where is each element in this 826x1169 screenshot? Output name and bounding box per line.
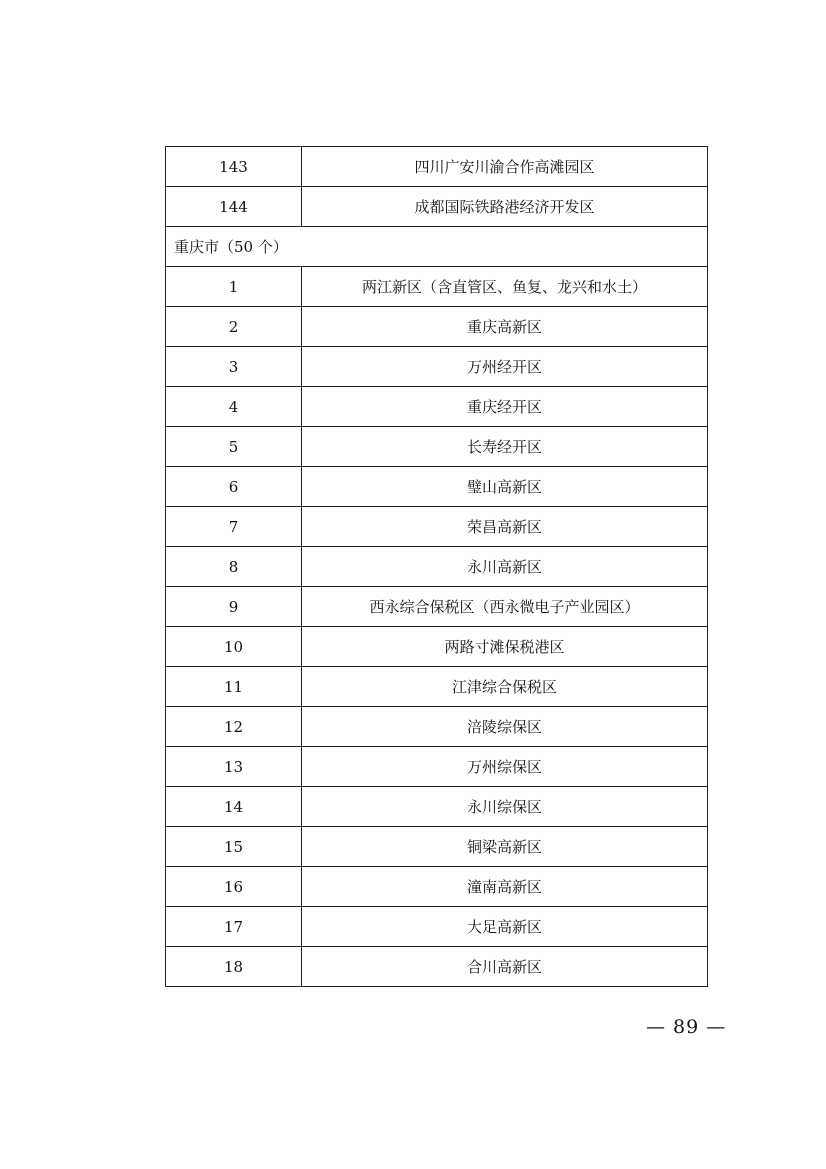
table-row [166,507,708,547]
table-row [166,467,708,507]
table-row [166,747,708,787]
zone-name: 潼南高新区 [302,867,708,907]
row-number: 144 [166,187,302,227]
section-header-row [166,227,708,267]
row-number: 9 [166,587,302,627]
row-number: 5 [166,427,302,467]
development-zone-table [165,146,708,987]
zone-name: 万州经开区 [302,347,708,387]
row-number: 2 [166,307,302,347]
table-row [166,347,708,387]
table-row [166,707,708,747]
zone-name: 璧山高新区 [302,467,708,507]
page-number: — 89 — [646,1016,727,1038]
table-row [166,547,708,587]
table-row [166,787,708,827]
table-row [166,387,708,427]
table-row [166,667,708,707]
row-number: 11 [166,667,302,707]
row-number: 1 [166,267,302,307]
table-row [166,907,708,947]
table-row [166,147,708,187]
zone-name: 长寿经开区 [302,427,708,467]
zone-name: 万州综保区 [302,747,708,787]
zone-name: 江津综合保税区 [302,667,708,707]
zone-name: 四川广安川渝合作高滩园区 [302,147,708,187]
table-row [166,627,708,667]
row-number: 14 [166,787,302,827]
zone-name: 重庆经开区 [302,387,708,427]
row-number: 4 [166,387,302,427]
zone-name: 大足高新区 [302,907,708,947]
section-title-chongqing: 重庆市（50 个） [166,227,708,267]
row-number: 15 [166,827,302,867]
row-number: 3 [166,347,302,387]
table-row [166,867,708,907]
zone-name: 西永综合保税区（西永微电子产业园区） [302,587,708,627]
zone-name: 永川综保区 [302,787,708,827]
zone-name: 荣昌高新区 [302,507,708,547]
row-number: 17 [166,907,302,947]
table-row [166,307,708,347]
row-number: 10 [166,627,302,667]
table-row [166,947,708,987]
zone-list-table-wrapper [165,146,707,987]
row-number: 12 [166,707,302,747]
table-row [166,827,708,867]
table-row [166,427,708,467]
zone-name: 两江新区（含直管区、鱼复、龙兴和水土） [302,267,708,307]
table-row [166,187,708,227]
zone-name: 铜梁高新区 [302,827,708,867]
zone-name: 成都国际铁路港经济开发区 [302,187,708,227]
zone-name: 涪陵综保区 [302,707,708,747]
table-row [166,267,708,307]
table-body [166,147,708,987]
row-number: 13 [166,747,302,787]
row-number: 16 [166,867,302,907]
row-number: 8 [166,547,302,587]
row-number: 18 [166,947,302,987]
row-number: 7 [166,507,302,547]
row-number: 6 [166,467,302,507]
table-row [166,587,708,627]
zone-name: 永川高新区 [302,547,708,587]
zone-name: 两路寸滩保税港区 [302,627,708,667]
zone-name: 重庆高新区 [302,307,708,347]
row-number: 143 [166,147,302,187]
zone-name: 合川高新区 [302,947,708,987]
